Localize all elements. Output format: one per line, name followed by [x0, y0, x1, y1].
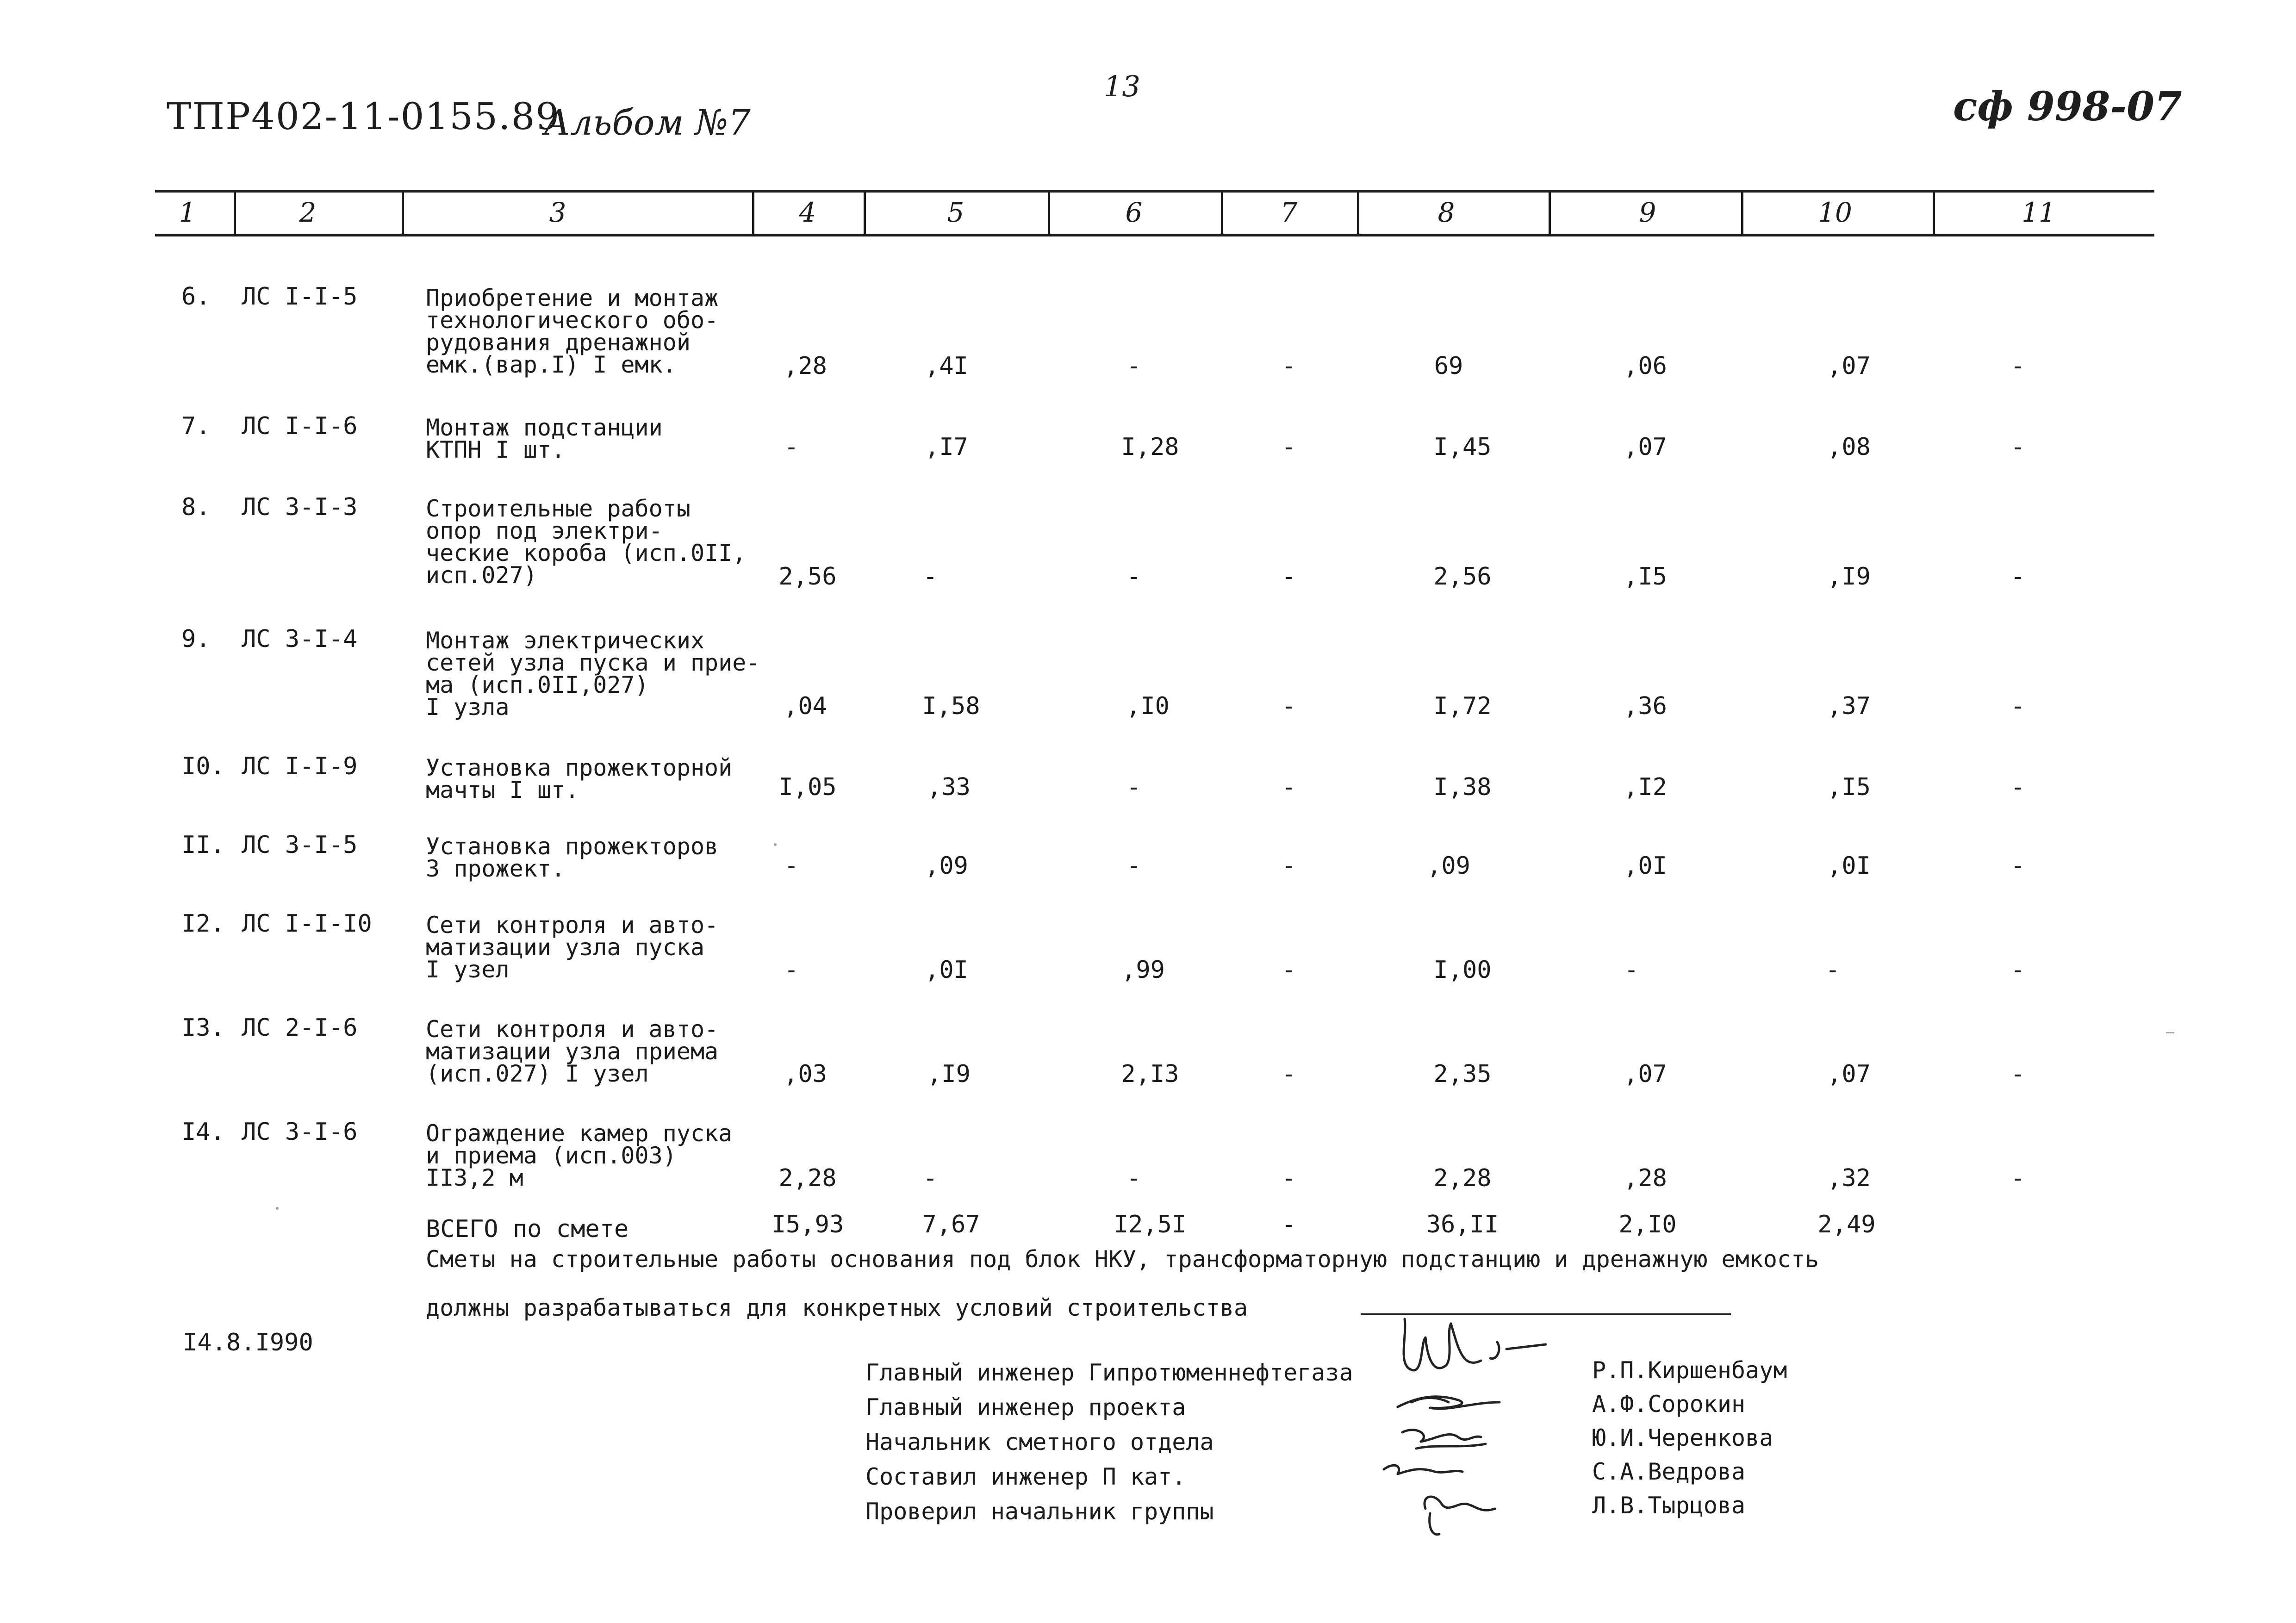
- cell-col4: -: [784, 852, 799, 880]
- total-col9: 2,I0: [1618, 1211, 1677, 1238]
- cell-col7: -: [1282, 956, 1296, 984]
- column-header: 2: [299, 197, 317, 228]
- cell-col5: -: [923, 1164, 938, 1192]
- row-description: Сети контроля и авто- матизации узла приема (исп.027) I узел: [426, 1016, 719, 1087]
- signatory-name: Ю.И.Черенкова: [1592, 1424, 1773, 1451]
- cell-col10: -: [1825, 956, 1840, 984]
- cell-col4: -: [784, 956, 799, 984]
- column-divider: [1048, 191, 1050, 236]
- cell-col5: ,09: [925, 852, 968, 880]
- total-col7: -: [1282, 1211, 1296, 1238]
- row-description: Ограждение камер пуска и приема (исп.003) II3,2 м: [426, 1120, 733, 1191]
- cell-col8: 2,35: [1433, 1060, 1492, 1088]
- row-number: 7.: [181, 412, 211, 440]
- cell-col7: -: [1282, 433, 1296, 461]
- cell-col8: 2,28: [1433, 1164, 1492, 1192]
- column-divider: [402, 191, 404, 236]
- table-top-rule: [155, 190, 2154, 193]
- row-description: Сети контроля и авто- матизации узла пуска I узел: [426, 912, 719, 983]
- cell-col11: -: [2010, 692, 2025, 720]
- column-divider: [1741, 191, 1743, 236]
- cell-col7: -: [1282, 1164, 1296, 1192]
- cell-col4: 2,56: [778, 563, 837, 591]
- column-divider: [752, 191, 754, 236]
- column-header: 5: [947, 197, 964, 228]
- cell-col9: ,I5: [1624, 563, 1667, 591]
- cell-col5: ,I9: [927, 1060, 971, 1088]
- column-header: 3: [549, 197, 566, 228]
- row-description: Монтаж электрических сетей узла пуска и прие- ма (исп.0II,027) I узла: [426, 627, 760, 721]
- row-description: Приобретение и монтаж технологического обо- рудования дренажной емк.(вар.I) I емк.: [426, 285, 719, 378]
- column-header: 1: [179, 197, 196, 228]
- row-number: II.: [181, 831, 225, 859]
- row-number: I0.: [181, 752, 225, 780]
- column-divider: [864, 191, 866, 236]
- cell-col6: -: [1126, 852, 1141, 880]
- estimate-code: ЛС I-I-5: [242, 283, 358, 311]
- row-number: I2.: [181, 910, 225, 938]
- cell-col11: -: [2010, 956, 2025, 984]
- archive-stamp: сф 998-07: [1953, 83, 2182, 130]
- signatory-name: Р.П.Киршенбаум: [1592, 1357, 1787, 1384]
- total-label: ВСЕГО по смете: [426, 1215, 629, 1243]
- cell-col6: ,I0: [1126, 692, 1170, 720]
- cell-col4: ,04: [784, 692, 827, 720]
- row-number: 6.: [181, 283, 211, 311]
- cell-col7: -: [1282, 1060, 1296, 1088]
- signature-role: Проверил начальник группы: [865, 1498, 1214, 1525]
- signature-role: Составил инженер П кат.: [865, 1463, 1186, 1490]
- cell-col8: I,38: [1433, 773, 1492, 801]
- cell-col5: ,33: [927, 773, 971, 801]
- scan-dot: [276, 1207, 279, 1210]
- estimate-code: ЛС I-I-9: [242, 752, 358, 780]
- cell-col10: ,08: [1827, 433, 1871, 461]
- cell-col5: -: [923, 563, 938, 591]
- cell-col4: I,05: [778, 773, 837, 801]
- row-number: I4.: [181, 1118, 225, 1146]
- column-header: 4: [799, 197, 816, 228]
- row-number: I3.: [181, 1014, 225, 1042]
- cell-col10: ,37: [1827, 692, 1871, 720]
- album-number: Альбом №7: [544, 102, 751, 143]
- cell-col9: ,28: [1624, 1164, 1667, 1192]
- cell-col11: -: [2010, 433, 2025, 461]
- cell-col7: -: [1282, 773, 1296, 801]
- total-col8: 36,II: [1426, 1211, 1499, 1238]
- cell-col4: ,28: [784, 352, 827, 380]
- signatory-name: Л.В.Тырцова: [1592, 1492, 1746, 1519]
- cell-col11: -: [2010, 352, 2025, 380]
- cell-col9: ,I2: [1624, 773, 1667, 801]
- cell-col6: -: [1126, 352, 1141, 380]
- cell-col11: -: [2010, 1164, 2025, 1192]
- row-description: Монтаж подстанции КТПН I шт.: [426, 414, 663, 463]
- column-header: 8: [1437, 197, 1455, 228]
- row-number: 9.: [181, 625, 211, 653]
- handwritten-signatures: [1342, 1310, 1601, 1569]
- column-header: 9: [1639, 197, 1656, 228]
- column-header: 7: [1280, 197, 1298, 228]
- total-col4: I5,93: [771, 1211, 844, 1238]
- cell-col4: 2,28: [778, 1164, 837, 1192]
- total-col5: 7,67: [922, 1211, 980, 1238]
- cell-col5: I,58: [922, 692, 980, 720]
- signature-role: Главный инженер проекта: [865, 1394, 1186, 1421]
- cell-col7: -: [1282, 352, 1296, 380]
- note-line-1: Сметы на строительные работы основания под блок НКУ, трансформаторную подстанцию и дренажную емкость: [426, 1246, 1819, 1273]
- estimate-code: ЛС I-I-6: [242, 412, 358, 440]
- cell-col9: -: [1624, 956, 1639, 984]
- column-divider: [234, 191, 236, 236]
- cell-col6: -: [1126, 1164, 1141, 1192]
- signature-role: Главный инженер Гипротюменнефтегаза: [865, 1359, 1353, 1386]
- column-header: 6: [1125, 197, 1143, 228]
- cell-col8: I,72: [1433, 692, 1492, 720]
- estimate-code: ЛС I-I-I0: [242, 910, 372, 938]
- cell-col5: ,0I: [925, 956, 968, 984]
- estimate-code: ЛС 3-I-5: [242, 831, 358, 859]
- column-divider: [1933, 191, 1935, 236]
- cell-col6: ,99: [1121, 956, 1165, 984]
- cell-col4: ,03: [784, 1060, 827, 1088]
- cell-col6: 2,I3: [1121, 1060, 1179, 1088]
- cell-col11: -: [2010, 563, 2025, 591]
- column-divider: [1221, 191, 1223, 236]
- signature-role: Начальник сметного отдела: [865, 1429, 1214, 1455]
- row-number: 8.: [181, 493, 211, 521]
- total-col10: 2,49: [1817, 1211, 1876, 1238]
- cell-col9: ,36: [1624, 692, 1667, 720]
- cell-col9: ,07: [1624, 433, 1667, 461]
- row-description: Установка прожекторной мачты I шт.: [426, 754, 733, 803]
- cell-col7: -: [1282, 692, 1296, 720]
- scan-dot: [774, 843, 777, 846]
- cell-col6: I,28: [1121, 433, 1179, 461]
- estimate-code: ЛС 3-I-4: [242, 625, 358, 653]
- cell-col8: 69: [1434, 352, 1463, 380]
- cell-col10: ,0I: [1827, 852, 1871, 880]
- cell-col4: -: [784, 433, 799, 461]
- cell-col9: ,0I: [1624, 852, 1667, 880]
- document-date: I4.8.I990: [183, 1329, 313, 1356]
- total-col6: I2,5I: [1114, 1211, 1187, 1238]
- column-header: 11: [2022, 197, 2056, 228]
- cell-col6: -: [1126, 563, 1141, 591]
- cell-col5: ,I7: [925, 433, 968, 461]
- estimate-code: ЛС 3-I-6: [242, 1118, 358, 1146]
- cell-col7: -: [1282, 852, 1296, 880]
- cell-col8: I,45: [1433, 433, 1492, 461]
- cell-col10: ,I9: [1827, 563, 1871, 591]
- column-divider: [1357, 191, 1359, 236]
- estimate-code: ЛС 3-I-3: [242, 493, 358, 521]
- cell-col10: ,07: [1827, 352, 1871, 380]
- note-line-2: должны разрабатываться для конкретных условий строительства: [426, 1294, 1248, 1321]
- signatory-name: С.А.Ведрова: [1592, 1458, 1746, 1485]
- scan-dash: [2166, 1032, 2174, 1033]
- cell-col9: ,06: [1624, 352, 1667, 380]
- cell-col8: ,09: [1427, 852, 1470, 880]
- column-divider: [1549, 191, 1551, 236]
- signatory-name: А.Ф.Сорокин: [1592, 1391, 1746, 1418]
- cell-col11: -: [2010, 852, 2025, 880]
- cell-col5: ,4I: [925, 352, 968, 380]
- cell-col8: I,00: [1433, 956, 1492, 984]
- cell-col10: ,I5: [1827, 773, 1871, 801]
- row-description: Строительные работы опор под электри- ческие короба (исп.0II, исп.027): [426, 495, 747, 589]
- table-header-bottom-rule: [155, 234, 2154, 236]
- page-number: 13: [1104, 69, 1140, 103]
- cell-col7: -: [1282, 563, 1296, 591]
- cell-col8: 2,56: [1433, 563, 1492, 591]
- cell-col11: -: [2010, 773, 2025, 801]
- cell-col9: ,07: [1624, 1060, 1667, 1088]
- document-code: ТПР402-11-0155.89: [167, 95, 560, 138]
- cell-col6: -: [1126, 773, 1141, 801]
- estimate-code: ЛС 2-I-6: [242, 1014, 358, 1042]
- cell-col11: -: [2010, 1060, 2025, 1088]
- cell-col10: ,32: [1827, 1164, 1871, 1192]
- row-description: Установка прожекторов 3 прожект.: [426, 833, 719, 882]
- cell-col10: ,07: [1827, 1060, 1871, 1088]
- column-header: 10: [1818, 197, 1852, 228]
